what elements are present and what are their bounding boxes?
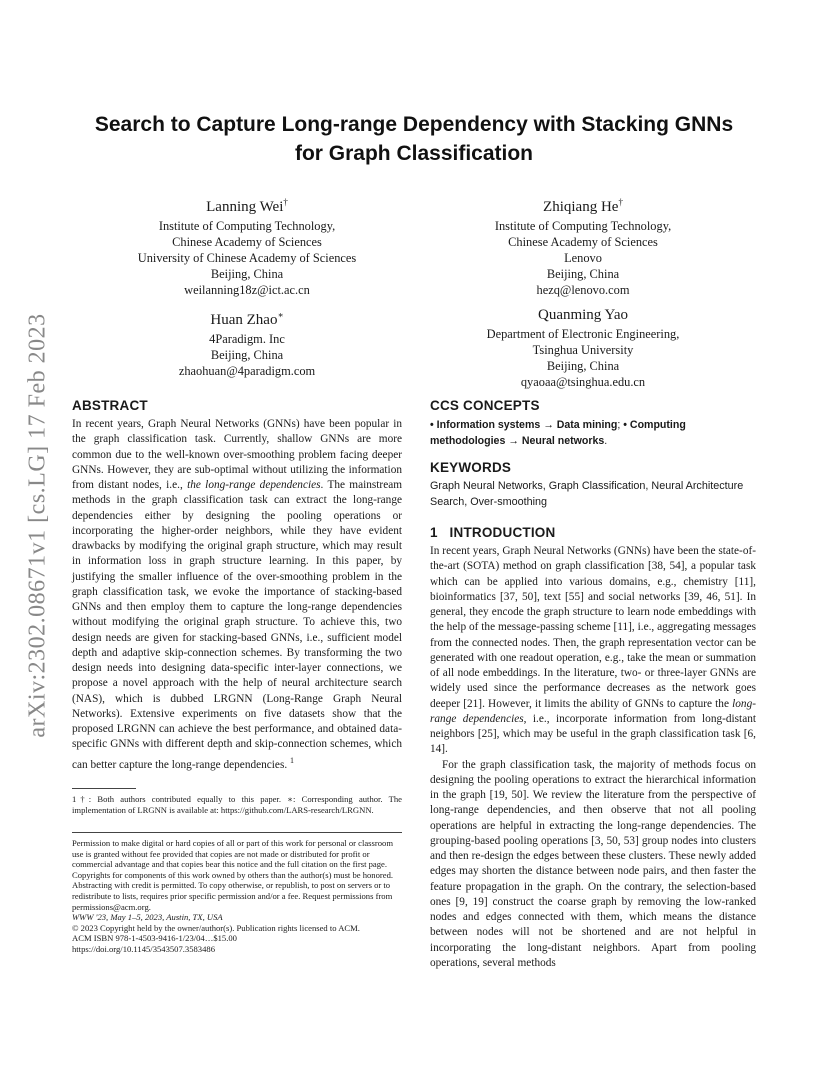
- ccs-text: [430, 417, 756, 449]
- author-affiliation: Chinese Academy of Sciences: [508, 235, 658, 249]
- author-email: zhaohuan@4paradigm.com: [178, 364, 316, 378]
- arxiv-sidebar: [24, 290, 52, 760]
- author-name: Huan Zhao: [210, 312, 278, 328]
- author-block-1: [82, 192, 412, 298]
- author-affiliation: Lenovo: [564, 251, 602, 265]
- keywords-section: [430, 460, 756, 510]
- introduction-section: [430, 525, 756, 971]
- intro-paragraph-2: For the graph classification task, the majority of methods focus on designing the pooling operations to extract the hierarchical information in the graph [19, 50]. We review the literature from the perspective of long-range dependencies, and then observe that not all pooling operations are helpful in extracting the long-range dependencies. The grouping-based pooling operations [3, 50, 53] group nodes into clusters and then re-design the edges between these clusters. These newly added edges may shorten the distance between node pairs, and then faster the feature propagation in the graph. On the contrary, the selection-based ones [9, 19] construct the coarse graph by removing the low-ranked nodes and edges connected with them, which means the distance between nodes will not be shortened and are not helpful in incorporating the long-distant neighbors. Apart from pooling operations, several methods: [430, 758, 756, 969]
- ccs-end: .: [604, 435, 608, 447]
- abstract-text: [72, 417, 402, 773]
- title-line-1: Search to Capture Long-range Dependency with Stacking GNNs: [94, 113, 734, 136]
- intro-paragraph-1: [430, 544, 756, 758]
- author-affiliation: Department of Electronic Engineering,: [486, 327, 680, 341]
- keywords-heading: KEYWORDS: [430, 460, 512, 475]
- introduction-heading: 1 INTRODUCTION: [430, 525, 556, 540]
- author-block-4: [418, 305, 748, 390]
- arxiv-identifier: arXiv:2302.08671v1 [cs.LG] 17 Feb 2023: [24, 312, 51, 738]
- isbn-line: ACM ISBN 978-1-4503-9416-1/23/04…$15.00: [72, 933, 237, 944]
- author-email: hezq@lenovo.com: [536, 283, 630, 297]
- ccs-concept-2: • Computing methodologies → Neural networks: [430, 419, 686, 447]
- paper-title: [60, 110, 768, 168]
- permission-rule: [72, 832, 402, 833]
- author-name: Quanming Yao: [537, 307, 628, 323]
- author-name: Lanning Wei: [206, 199, 284, 215]
- author-location: Beijing, China: [546, 267, 620, 281]
- abstract-emphasis: the long-range dependencies: [187, 479, 321, 491]
- author-affiliation: University of Chinese Academy of Sciences: [137, 251, 357, 265]
- author-affiliation: 4Paradigm. Inc: [209, 332, 285, 346]
- author-affiliation: Tsinghua University: [532, 343, 634, 357]
- abstract-heading: ABSTRACT: [72, 398, 148, 413]
- intro-emphasis: long-range dependencies: [430, 697, 756, 725]
- author-mark: †: [618, 197, 623, 207]
- author-location: Beijing, China: [210, 267, 284, 281]
- author-email: weilanning18z@ict.ac.cn: [184, 283, 310, 297]
- abstract-text-part-1: In recent years, Graph Neural Networks (GNNs) have been popular in the graph classification task. Currently, shallow GNNs are more common due to the well-known over-smoothing problem facing deeper GNNs. However, they are sub-optimal without utilizing the information from distant nodes, i.e.,: [72, 418, 402, 491]
- author-affiliation: Institute of Computing Technology,: [494, 219, 672, 233]
- author-location: Beijing, China: [210, 348, 284, 362]
- conference-line: WWW '23, May 1–5, 2023, Austin, TX, USA: [72, 912, 223, 923]
- author-affiliation: Chinese Academy of Sciences: [172, 235, 322, 249]
- permission-block: [72, 838, 402, 955]
- author-email: qyaoaa@tsinghua.edu.cn: [520, 375, 646, 389]
- author-mark: ∗: [277, 310, 284, 320]
- intro-p1-part-2: , i.e., incorporate information from long-distant neighbors [25], which may be useful in the graph classification task [6, 14].: [430, 712, 757, 756]
- author-affiliation: Institute of Computing Technology,: [158, 219, 336, 233]
- author-block-3: [82, 305, 412, 379]
- ccs-heading: CCS CONCEPTS: [430, 398, 540, 413]
- ccs-concept-1: • Information systems → Data mining: [430, 419, 618, 431]
- abstract-section: [72, 398, 402, 773]
- footnote-text: 1†: Both authors contributed equally to this paper. ∗: Corresponding author. The implementation of LRGNN is available at: https://github.com/LARS-research/LRGNN.: [72, 794, 402, 815]
- copyright-line: © 2023 Copyright held by the owner/author(s). Publication rights licensed to ACM.: [72, 922, 360, 933]
- keywords-text: Graph Neural Networks, Graph Classification, Neural Architecture Search, Over-smoothing: [430, 480, 744, 508]
- footnote-rule: [72, 788, 136, 789]
- title-line-2: for Graph Classification: [294, 142, 534, 165]
- ccs-separator: ;: [617, 419, 624, 431]
- abstract-text-part-2: . The mainstream methods in the graph classification task can extract the long-range dependencies either by designing the pooling operations or incorporating the higher-order neighbors, while they have evident drawbacks by modifying the original graph structure, which may result in information loss in graph structure learning. In this paper, by justifying the smaller influence of the over-smoothing problem in the graph classification task, we evoke the importance of stacking-based GNNs and then employ them to capture the long-range dependencies without modifying the original graph structure. To achieve this, two design needs are given for stacking-based GNNs, i.e., sufficient model depth and adaptive skip-connection schemes. By transforming the two design needs into designing data-specific inter-layer connections, we propose a novel approach with the help of neural architecture search (NAS), which is dubbed LRGNN (Long-Range Graph Neural Networks). Extensive experiments on five datasets show that the proposed LRGNN can achieve the best performance, and obtained data-specific GNNs with different depth and skip-connection schemes, which can better capture the long-range dependencies.: [72, 479, 403, 771]
- author-name: Zhiqiang He: [543, 199, 619, 215]
- footnote-reference: 1: [290, 755, 294, 765]
- author-mark: †: [283, 197, 288, 207]
- author-location: Beijing, China: [546, 359, 620, 373]
- doi-link[interactable]: https://doi.org/10.1145/3543507.3583486: [72, 943, 215, 954]
- permission-text: Permission to make digital or hard copies of all or part of this work for personal or classroom use is granted without fee provided that copies are not made or distributed for profit or commercial advantage and that copies bear this notice and the full citation on the first page. Copyrights for components of this work owned by others than the author(s) must be honored. Abstracting with credit is permitted. To copy otherwise, or republish, to post on servers or to redistribute to lists, requires prior specific permission and/or a fee. Request permissions from permissions@acm.org.: [72, 838, 394, 912]
- intro-p1-part-1: In recent years, Graph Neural Networks (GNNs) have been the state-of-the-art (SOTA) method on graph classification [38, 54], a popular task which can be applied into various domains, e.g., chemistry [11], bioinformatics [37, 50], text [55] and social networks [39, 46, 51]. In general, they encode the graph structure to learn node embeddings with the help of the message-passing scheme [11], i.e., aggregating messages from the connected nodes. Then, the graph representation vector can be generated with one readout operation, e.g., take the mean or summation of all node embeddings. In the literature, two- or three-layer GNNs are widely used since the performance decreases as the network goes deeper [21]. However, it limits the ability of GNNs to capture the: [430, 545, 756, 710]
- ccs-section: [430, 398, 756, 449]
- author-block-2: [418, 192, 748, 298]
